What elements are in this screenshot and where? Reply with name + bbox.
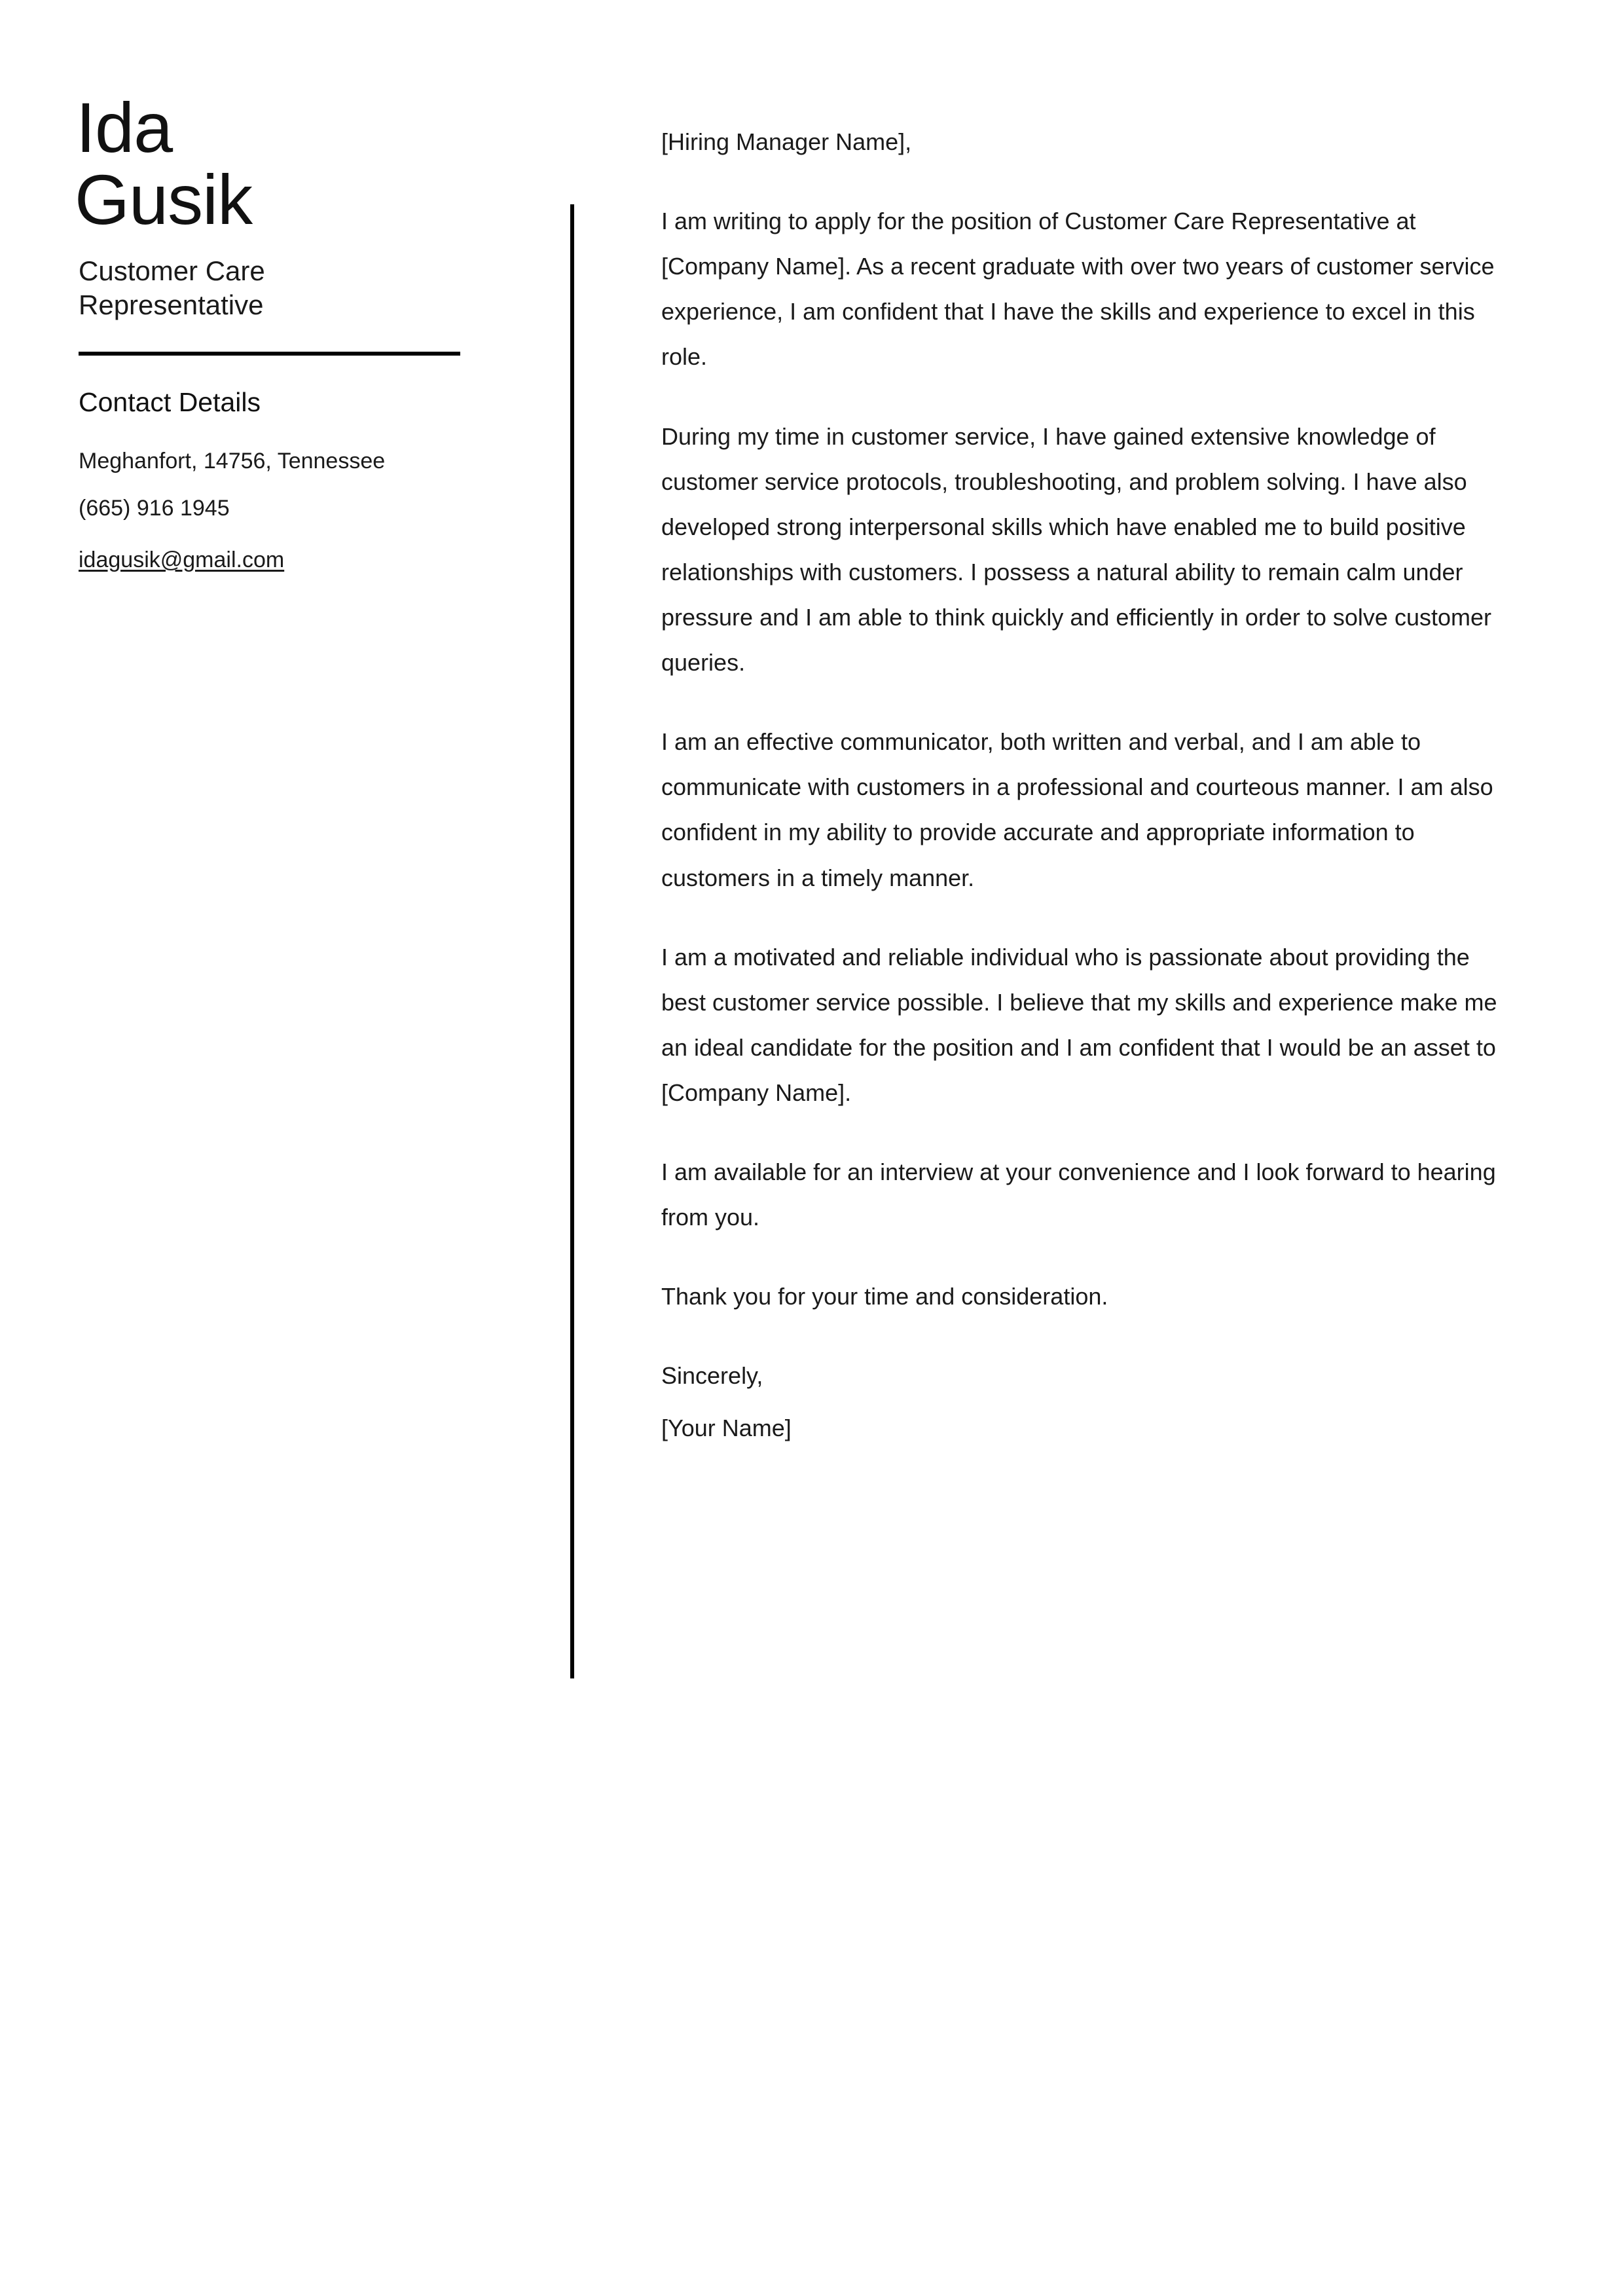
contact-details-list: [79, 437, 484, 573]
letter-paragraph-4: I am a motivated and reliable individual who is passionate about providing the best customer service possible. I believe that my skills and experience make me an ideal candidate for the position and I am confident that I would be an asset to [Company Name].: [661, 943, 1497, 1106]
vertical-divider: [570, 204, 574, 1678]
letter-paragraph-3: I am an effective communicator, both written and verbal, and I am able to communicate with customers in a professional and courteous manner. I am also confident in my ability to provide accurate and appropriate information to customers in a timely manner.: [661, 728, 1493, 891]
horizontal-divider: [79, 352, 460, 356]
contact-details-heading: Contact Details: [79, 386, 261, 417]
candidate-last-name: Gusik: [75, 160, 253, 240]
sidebar: [75, 88, 484, 573]
letter-signature-name: [Your Name]: [661, 1414, 792, 1441]
candidate-job-title: Customer Care Representative: [79, 255, 265, 320]
letter-paragraph-5: I am available for an interview at your convenience and I look forward to hearing from you.: [661, 1158, 1496, 1231]
contact-email-link[interactable]: idagusik@gmail.com: [79, 547, 285, 572]
candidate-first-name: Ida: [76, 88, 173, 167]
letter-paragraph-6: Thank you for your time and consideration.: [661, 1283, 1108, 1310]
letter-body: [661, 119, 1506, 1451]
contact-phone: (665) 916 1945: [79, 495, 230, 521]
letter-paragraph-1: I am writing to apply for the position of Customer Care Representative at [Company Name]. As a recent graduate with over two years of customer service experience, I am confident that I have the skills and experience to excel in this role.: [661, 208, 1495, 371]
candidate-name: [75, 88, 484, 240]
letter-closing: Sincerely,: [661, 1362, 763, 1390]
letter-paragraph-2: During my time in customer service, I have gained extensive knowledge of customer service protocols, troubleshooting, and problem solving. I have also developed strong interpersonal skills which have enabled me to build positive relationships with customers. I possess a natural ability to remain calm under pressure and I am able to think quickly and efficiently in order to solve customer queries.: [661, 422, 1491, 676]
letter-salutation: [Hiring Manager Name],: [661, 128, 912, 155]
contact-address: Meghanfort, 14756, Tennessee: [79, 448, 386, 473]
